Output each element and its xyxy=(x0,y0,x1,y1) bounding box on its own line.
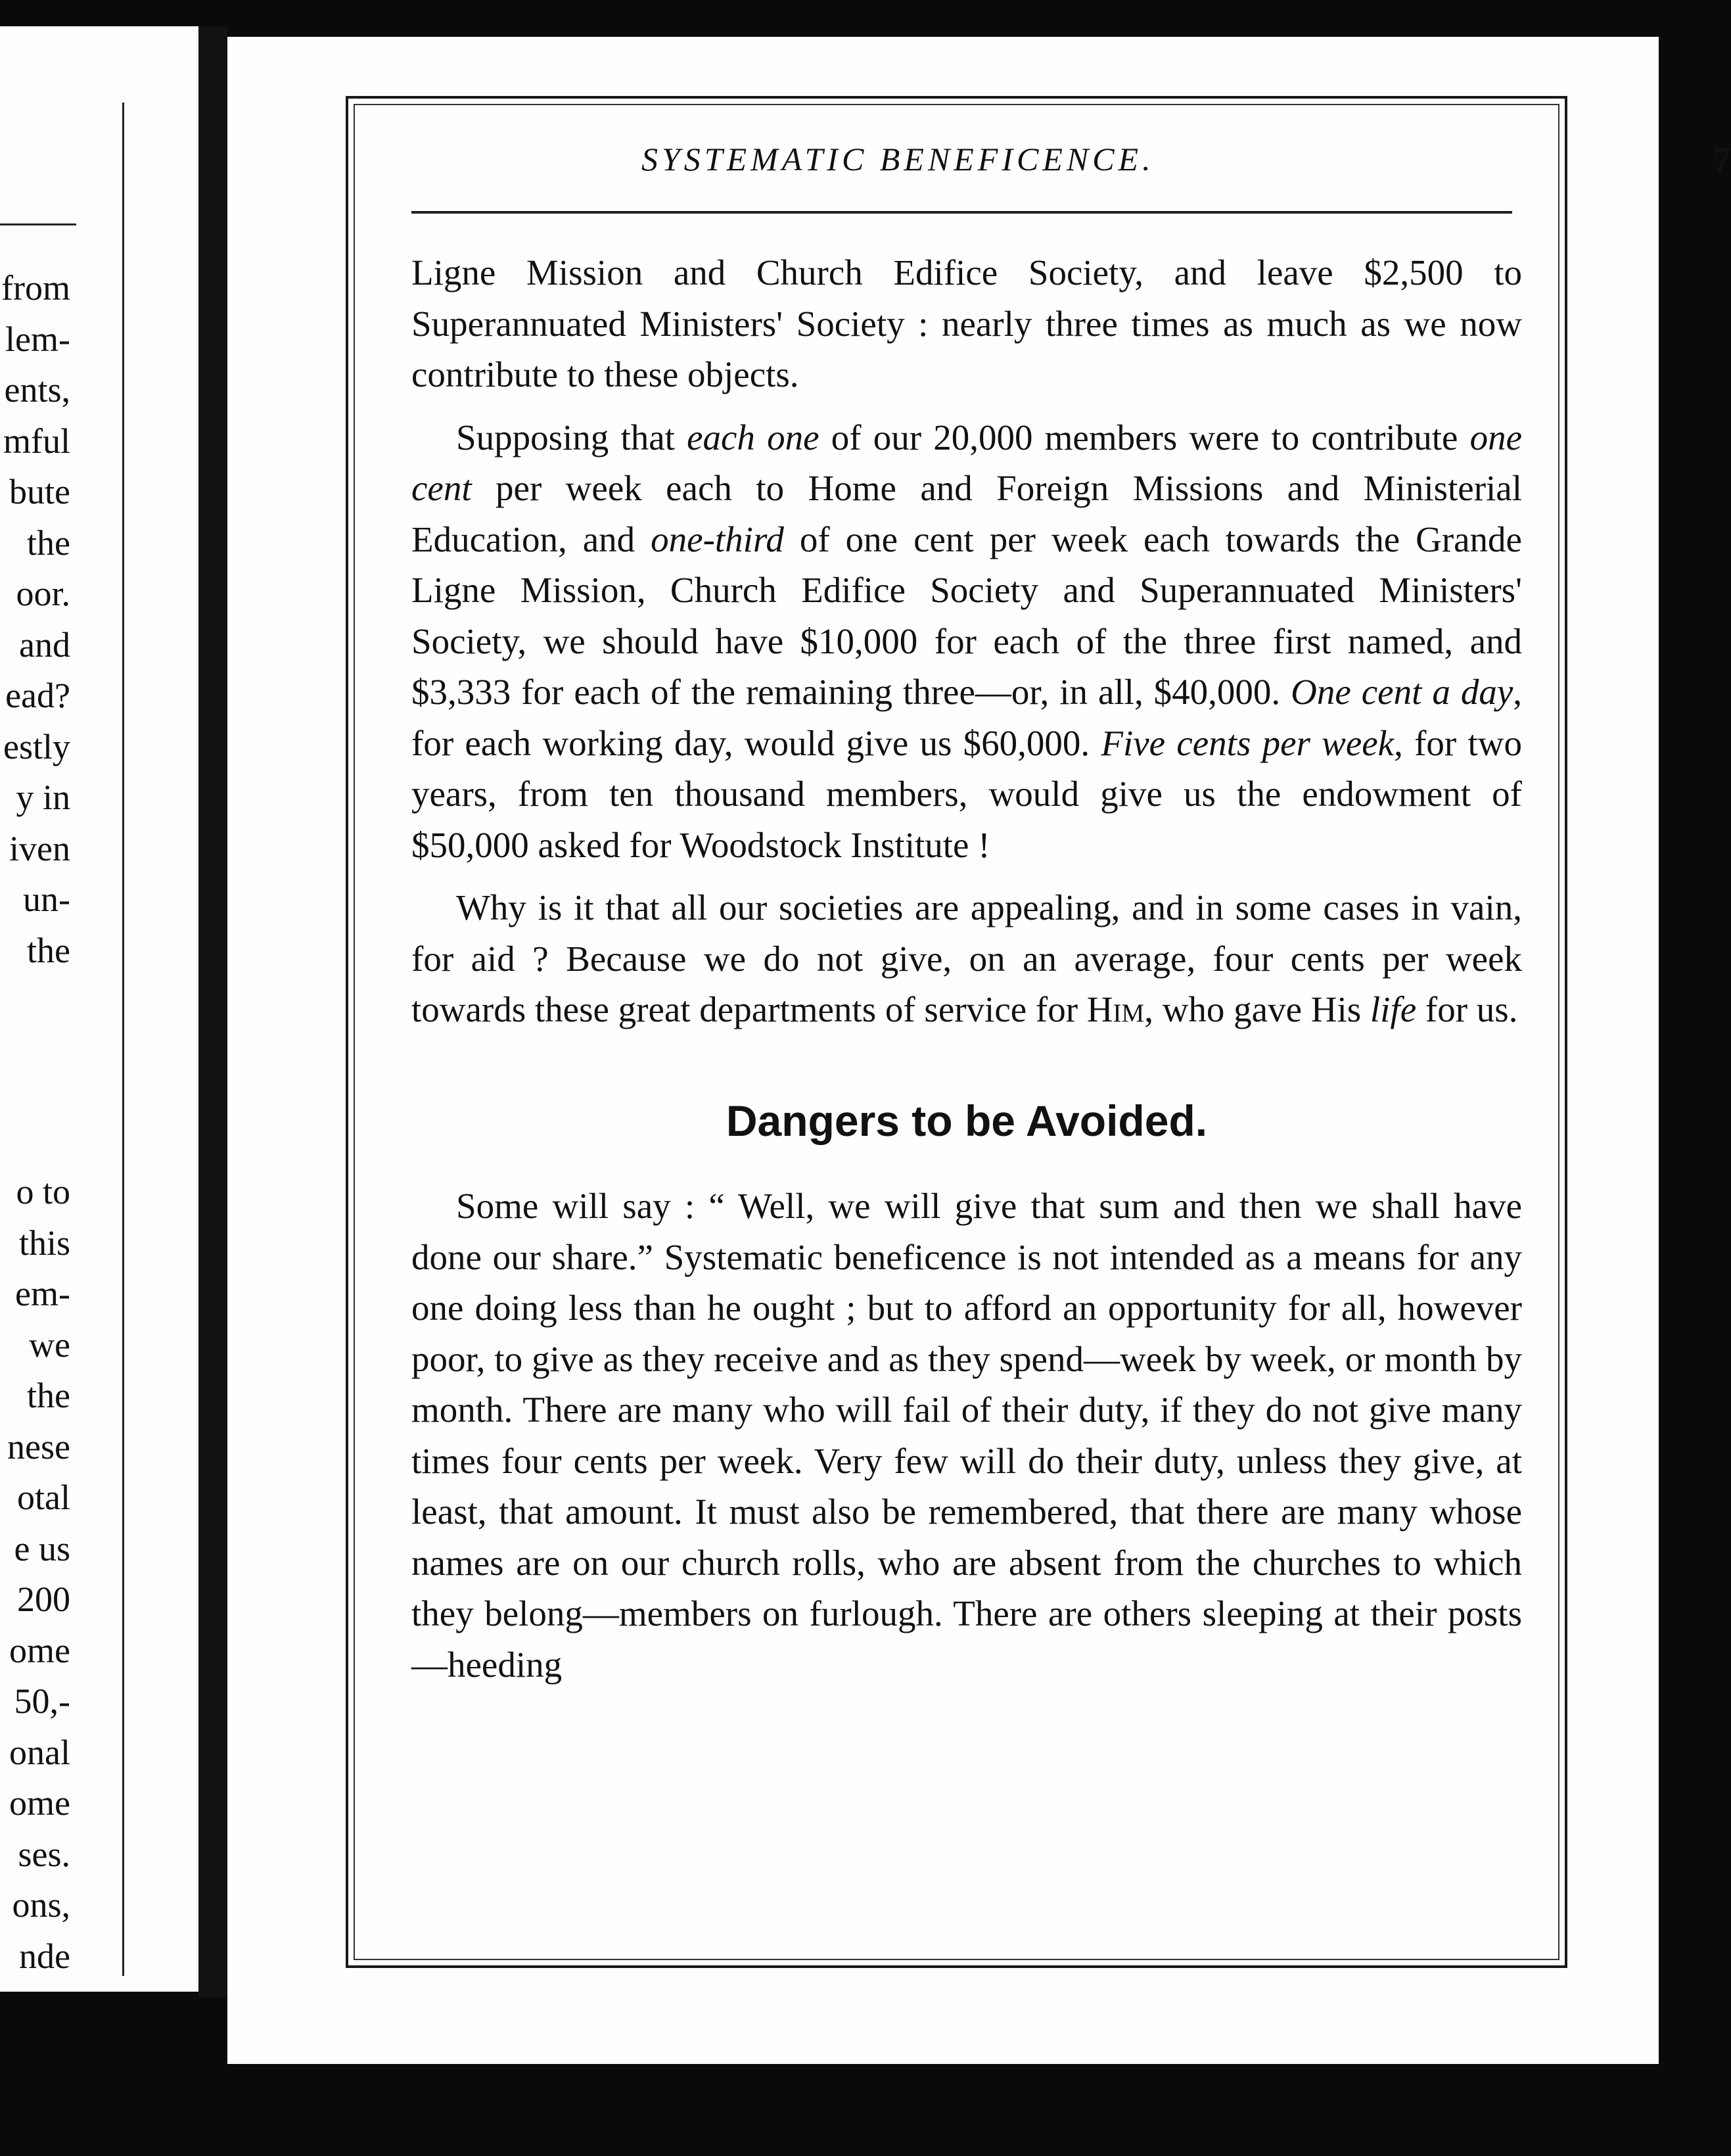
left-page-frame-rule xyxy=(122,103,124,1976)
header-rule xyxy=(411,211,1512,214)
paragraph-1: Ligne Mission and Church Edifice Society, and leave $2,500 to Superannuated Ministers' Society : nearly three times as much as we now contribute to these objects. xyxy=(411,252,1522,394)
body-text xyxy=(411,247,1522,1690)
left-line: lem- xyxy=(5,319,70,359)
left-line: the xyxy=(27,523,70,563)
left-page-text-bottom xyxy=(7,1167,70,1982)
running-title: SYSTEMATIC BENEFICENCE. xyxy=(641,141,1155,177)
text-run: Why is it that all our societies are appealing, and in some cases in vain, for aid ? Because we do not give, on an average, four cents per week towards these great departments of service for xyxy=(411,887,1522,1029)
page-number: 7 xyxy=(1713,139,1731,180)
text-run: Supposing that xyxy=(456,417,687,457)
left-line: oor. xyxy=(16,574,70,613)
book-page xyxy=(227,37,1731,2064)
left-page-text-top xyxy=(1,263,70,976)
left-line: ons, xyxy=(12,1885,70,1925)
left-line: iven xyxy=(9,828,70,868)
paragraph-2 xyxy=(411,412,1522,871)
left-line: bute xyxy=(9,472,70,511)
left-line: and xyxy=(19,624,70,665)
emphasis: each one xyxy=(687,417,819,457)
text-run: per week each to Home and Foreign Missions and Ministerial Education, and xyxy=(411,468,1522,559)
text-run: of our 20,000 members were to contribute xyxy=(819,417,1470,457)
left-page-head-rule xyxy=(0,223,76,225)
small-caps: Him xyxy=(1086,989,1145,1029)
left-facing-page xyxy=(0,26,220,1992)
emphasis: one cent xyxy=(411,417,1522,508)
left-line: this xyxy=(18,1223,70,1263)
left-line: nde xyxy=(19,1936,70,1976)
emphasis: life xyxy=(1370,989,1417,1029)
left-line: we xyxy=(29,1324,70,1365)
left-line: o to xyxy=(16,1172,70,1211)
left-line: ses. xyxy=(18,1834,70,1874)
left-line: e us xyxy=(14,1528,70,1568)
left-line: y in xyxy=(16,778,70,817)
left-line: ome xyxy=(9,1783,70,1823)
left-line: the xyxy=(27,930,70,970)
emphasis: Five cents per week xyxy=(1101,722,1395,763)
left-line: ome xyxy=(9,1630,70,1670)
left-line: estly xyxy=(3,726,70,766)
left-line: 50,- xyxy=(14,1681,70,1721)
text-run: of one cent per week each towards the Grande Ligne Mission, Church Edifice Society and Superannuated Ministers' Society, we should have $10,000 for each of the three first named, and $3,333 for each of the remaining three—or, in all, $40,000. xyxy=(411,519,1522,712)
paragraph-3 xyxy=(411,882,1522,1035)
left-line: ead? xyxy=(5,676,70,715)
left-line: ents, xyxy=(4,370,70,410)
text-run: , for two years, from ten thousand members, would give us the endowment of $50,000 asked for Woodstock Institute ! xyxy=(411,722,1522,865)
section-heading: Dangers to be Avoided. xyxy=(726,1096,1208,1145)
emphasis: One cent a day xyxy=(1291,672,1513,712)
left-line: 200 xyxy=(17,1580,70,1619)
running-head xyxy=(641,139,1731,193)
text-run: , who gave His xyxy=(1144,989,1370,1029)
left-line: em- xyxy=(15,1274,70,1313)
left-line: nese xyxy=(7,1426,70,1466)
emphasis: one-third xyxy=(651,519,784,559)
left-line: un- xyxy=(23,879,70,919)
left-line: from xyxy=(1,268,70,308)
text-run: for us. xyxy=(1416,989,1518,1029)
book-spine xyxy=(198,26,227,1998)
left-line: the xyxy=(27,1376,70,1415)
left-line: onal xyxy=(9,1732,70,1772)
left-line: mful xyxy=(3,421,70,461)
left-line: otal xyxy=(17,1478,70,1517)
paragraph-4: Some will say : “ Well, we will give that sum and then we shall have done our share.” Systematic beneficence is not intended as a means for any one doing less than he ought ; but to afford an opportunity for all, however poor, to give as they receive and as they spend—week by week, or month by month. There are many who will fail of their duty, if they do not give many times four cents per week. Very few will do their duty, unless they give, at least, that amount. It must also be remembered, that there are many whose names are on our church rolls, who are absent from the churches to which they belong—members on furlough. There are others sleeping at their posts—heeding xyxy=(411,1186,1522,1685)
text-run: , for each working day, would give us $60,000. xyxy=(411,672,1522,763)
